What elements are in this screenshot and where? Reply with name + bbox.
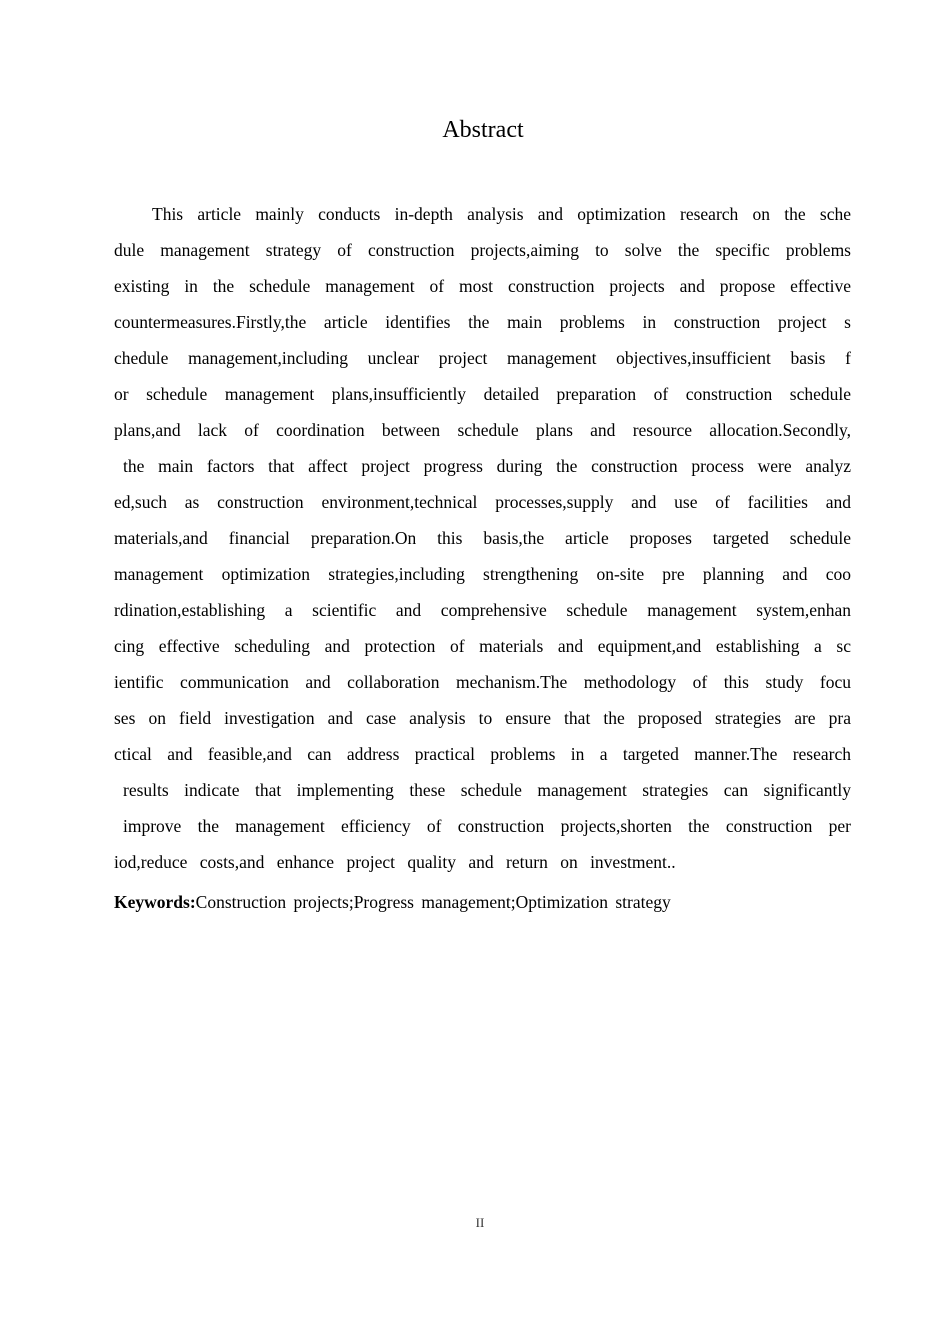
abstract-line: countermeasures.Firstly,the article identifies the main problems in construction project s [114,312,851,332]
abstract-line: plans,and lack of coordination between schedule plans and resource allocation.Secondly, [114,420,851,440]
abstract-line: rdination,establishing a scientific and comprehensive schedule management system,enhan [114,600,851,620]
abstract-line: dule management strategy of construction projects,aiming to solve the specific problems [114,240,851,260]
abstract-line: ses on field investigation and case analysis to ensure that the proposed strategies are pra [114,708,851,728]
abstract-line: cing effective scheduling and protection of materials and equipment,and establishing a sc [114,636,851,656]
page-number: II [475,1215,485,1230]
abstract-line: This article mainly conducts in-depth analysis and optimization research on the sche [152,204,851,224]
abstract-line: the main factors that affect project progress during the construction process were analyz [123,456,851,476]
abstract-line: chedule management,including unclear project management objectives,insufficient basis f [114,348,851,368]
abstract-line: iod,reduce costs,and enhance project quality and return on investment.. [114,852,676,872]
abstract-line: existing in the schedule management of most construction projects and propose effective [114,276,851,296]
abstract-body [114,196,851,880]
abstract-line: or schedule management plans,insufficiently detailed preparation of construction schedule [114,384,851,404]
abstract-line: results indicate that implementing these schedule management strategies can significantly [123,780,851,800]
abstract-line: ientific communication and collaboration mechanism.The methodology of this study focu [114,672,851,692]
abstract-line: improve the management efficiency of construction projects,shorten the construction per [123,816,851,836]
keywords-label: Keywords: [114,892,196,912]
abstract-line: ed,such as construction environment,technical processes,supply and use of facilities and [114,492,851,512]
keywords-text: Construction projects;Progress management;Optimization strategy [195,892,671,912]
abstract-line: materials,and financial preparation.On this basis,the article proposes targeted schedule [114,528,851,548]
abstract-title: Abstract [442,117,524,143]
abstract-line: ctical and feasible,and can address practical problems in a targeted manner.The research [114,744,851,764]
keywords [114,886,851,918]
abstract-line: management optimization strategies,including strengthening on-site pre planning and coo [114,564,851,584]
